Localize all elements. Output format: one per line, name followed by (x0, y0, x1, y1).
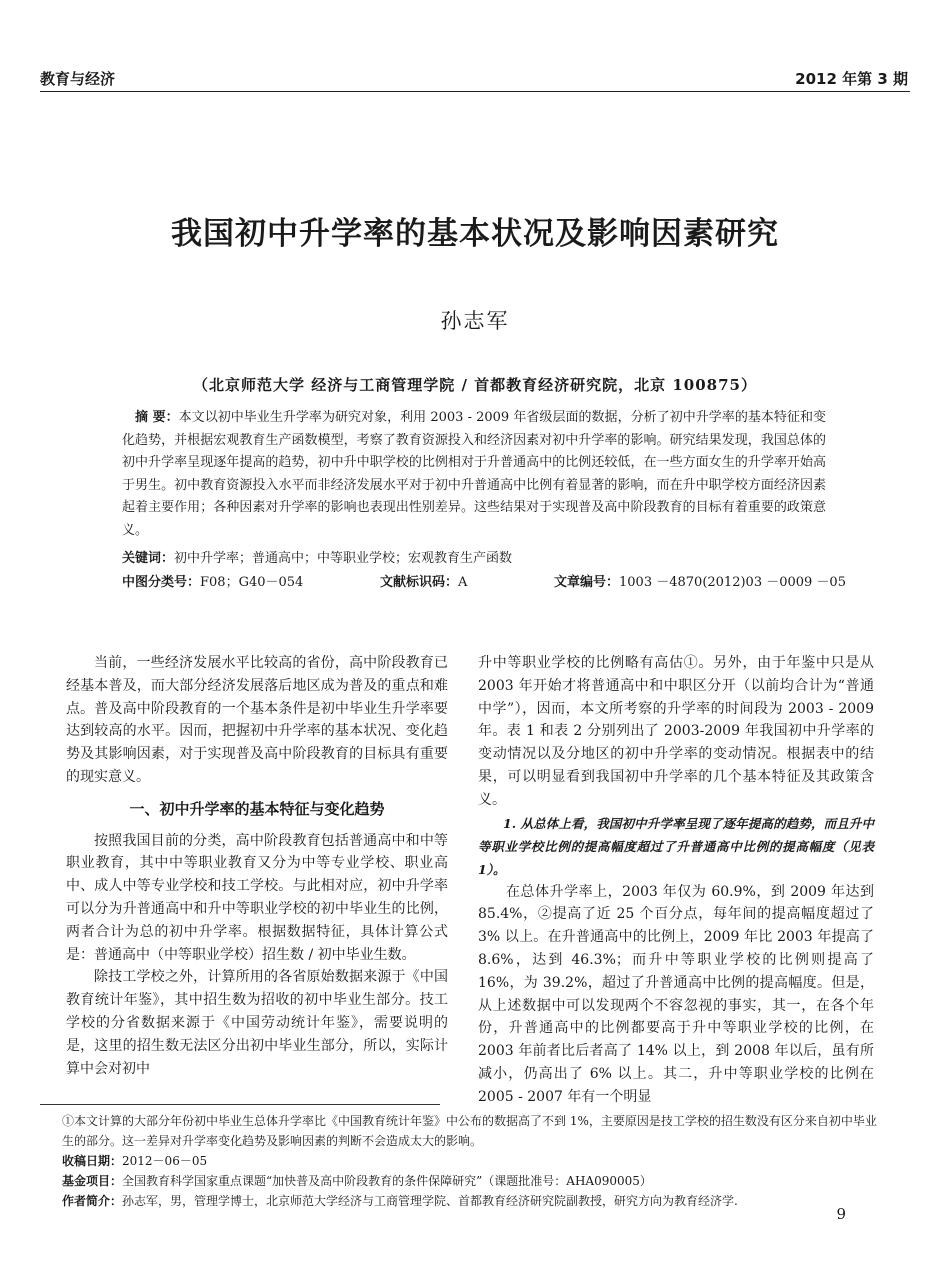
doccode-value: A (458, 575, 468, 590)
body-paragraph: 当前，一些经济发展水平比较高的省份，高中阶段教育已经基本普及，而大部分经济发展落后地区成为普及的重点和难点。普及高中阶段教育的一个基本条件是初中毕业生升学率要达到较高的水平。因而，把握初中升学率的基本状况、变化趋势及其影响因素，对于实现普及高中阶段教育的目标具有重要的现实意义。 (66, 655, 448, 785)
author-bio (40, 1191, 880, 1211)
header-rule (40, 91, 910, 92)
footnote-1: ①本文计算的大部分年份初中毕业生总体升学率比《中国教育统计年鉴》中公布的数据高了不到 1%，主要原因是技工学校的招生数没有区分来自初中毕业生的部分。这一差异对升学率变化趋势及影响因素的判断不会造成太大的影响。 (62, 1114, 877, 1148)
body-paragraph: 按照我国目前的分类，高中阶段教育包括普通高中和中等职业教育，其中中等职业教育又分为中等专业学校、职业高中、成人中等专业学校和技工学校。与此相对应，初中升学率可以分为升普通高中和升中等职业学校的初中毕业生的比例，两者合计为总的初中升学率。根据数据特征，具体计算公式是：普通高中（中等职业学校）招生数 / 初中毕业生数。 (66, 832, 448, 963)
received-date (40, 1151, 880, 1171)
clc-field (122, 571, 303, 590)
abstract (122, 407, 826, 542)
finding-heading: 1. 从总体上看，我国初中升学率呈现了逐年提高的趋势，而且升中等职业学校比例的提高幅度超过了升普通高中比例的提高幅度（见表 1）。 (478, 815, 874, 877)
footnotes (40, 1111, 880, 1211)
articleno-field (554, 571, 846, 590)
body-paragraph: 除技工学校之外，计算所用的各省原始数据来源于《中国教育统计年鉴》，其中招生数为招收的初中毕业生部分。技工学校的分省数据来源于《中国劳动统计年鉴》，需要说明的是，这里的招生数无法区分出初中毕业生部分，所以，实际计算中会对初中 (66, 969, 448, 1077)
journal-name: 教育与经济 (40, 70, 116, 88)
body-column-left (66, 652, 448, 1080)
articleno-label: 文章编号： (554, 575, 620, 590)
bio-label: 作者简介： (62, 1194, 123, 1208)
author-affiliation: （北京师范大学 经济与工商管理学院 / 首都教育经济研究院，北京 100875） (193, 376, 757, 394)
abstract-text: 本文以初中毕业生升学率为研究对象，利用 2003 - 2009 年省级层面的数据，分析了初中升学率的基本特征和变化趋势，并根据宏观教育生产函数模型，考察了教育资源投入和经济因素对初中升学率的影响。研究结果发现，我国总体的初中升学率呈现逐年提高的趋势，初中升中职学校的比例相对于升普通高中的比例还较低，在一些方面女生的升学率开始高于男生。初中教育资源投入水平而非经济发展水平对于初中升普通高中比例有着显著的影响，而在升中职学校方面经济因素起着主要作用；各种因素对升学率的影响也表现出性别差异。这些结果对于实现普及高中阶段教育的目标有着重要的政策意义。 (122, 410, 826, 538)
bio-value: 孙志军，男，管理学博士，北京师范大学经济与工商管理学院、首都教育经济研究院副教授，研究方向为教育经济学. (122, 1194, 738, 1208)
received-value: 2012－06－05 (122, 1154, 208, 1168)
articleno-value: 1003 －4870(2012)03 －0009 －05 (619, 575, 846, 590)
body-paragraph: 升中等职业学校的比例略有高估①。另外，由于年鉴中只是从 2003 年开始才将普通高中和中职区分开（以前均合计为“普通中学”），因而，本文所考察的升学率的时间段为 2003 - 2009 年。表 1 和表 2 分别列出了 2003-2009 年我国初中升学率的变动情况以及分地区的初中升学率的变动情况。根据表中的结果，可以明显看到我国初中升学率的几个基本特征及其政策含义。 (478, 655, 874, 808)
fund-value: 全国教育科学国家重点课题“加快普及高中阶段教育的条件保障研究”（课题批准号：AHA090005） (122, 1174, 652, 1188)
doccode-field (380, 571, 467, 590)
footnote-rule (40, 1104, 440, 1105)
article-author: 孙志军 (440, 309, 510, 333)
abstract-label: 摘 要： (135, 410, 179, 425)
issue-label: 2012 年第 3 期 (795, 70, 908, 88)
clc-value: F08；G40－054 (200, 575, 304, 590)
keywords-text: 初中升学率；普通高中；中等职业学校；宏观教育生产函数 (174, 551, 513, 566)
keywords-label: 关键词： (122, 551, 175, 566)
section-heading: 一、初中升学率的基本特征与变化趋势 (129, 799, 385, 818)
fund-project (40, 1171, 880, 1191)
clc-label: 中图分类号： (122, 575, 201, 590)
body-column-right (478, 652, 874, 1109)
article-title: 我国初中升学率的基本状况及影响因素研究 (171, 216, 779, 252)
keywords (122, 547, 826, 566)
fund-label: 基金项目： (62, 1174, 123, 1188)
body-paragraph: 在总体升学率上，2003 年仅为 60.9%，到 2009 年达到 85.4%，②提高了近 25 个百分点，每年间的提高幅度超过了 3% 以上。在升普通高中的比例上，2009 年比 2003 年提高了 8.6%，达到 46.3%；而升中等职业学校的比例则提高了 16%，为 39.2%，超过了升普通高中比例的提高幅度。但是，从上述数据中可以发现两个不容忽视的事实，其一，在各个年份，升普通高中的比例都要高于升中等职业学校的比例，在 2003 年前者比后者高了 14% 以上，到 2008 年以后，虽有所减小，仍高出了 6% 以上。其二，升中等职业学校的比例在 2005 - 2007 年有一个明显 (478, 883, 874, 1105)
classification-line (122, 571, 846, 590)
received-label: 收稿日期： (62, 1154, 123, 1168)
page-number: 9 (836, 1205, 846, 1223)
doccode-label: 文献标识码： (380, 575, 459, 590)
